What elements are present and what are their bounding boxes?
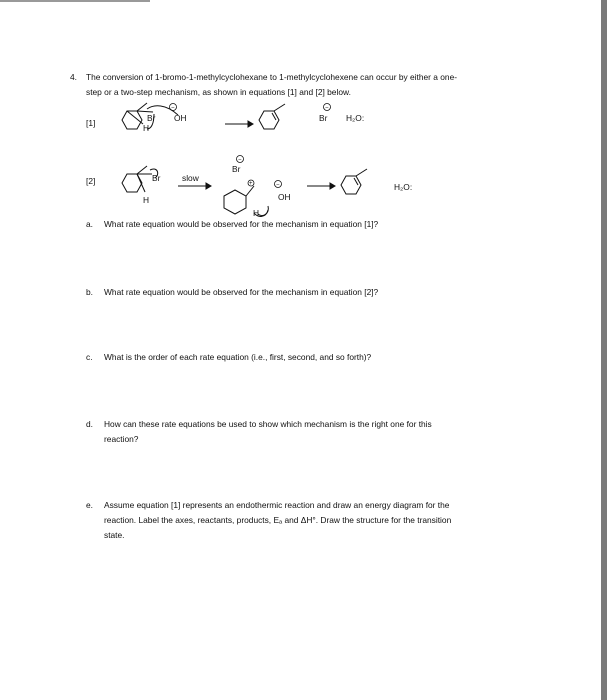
eq2-br-label: Br [152, 173, 161, 183]
question-intro-line2: step or a two-step mechanism, as shown in equations [1] and [2] below. [86, 87, 351, 97]
eq1-h-label: H [143, 123, 150, 133]
part-a-text: What rate equation would be observed for the mechanism in equation [1]? [104, 219, 379, 229]
question-intro-line1: The conversion of 1-bromo-1-methylcyclohexane to 1-methylcyclohexene can occur by either a one- [86, 72, 458, 82]
eq2-br-ion-label: Br [232, 164, 241, 174]
eq2-slow-label: slow [182, 173, 199, 183]
molecule-labels [143, 113, 412, 218]
part-c-letter: c. [86, 352, 93, 362]
part-b-text: What rate equation would be observed for the mechanism in equation [2]? [104, 287, 379, 297]
part-c-text: What is the order of each rate equation (i.e., first, second, and so forth)? [104, 352, 372, 362]
eq2-h-intermediate-label: H [253, 208, 260, 218]
svg-text:−: − [276, 182, 280, 189]
svg-text:−: − [238, 157, 242, 164]
equation-1-label: [1] [86, 118, 96, 128]
eq2-h-label: H [143, 195, 150, 205]
equation-2-label: [2] [86, 176, 96, 186]
eq1-oh-label: OH [174, 113, 187, 123]
eq2-reactant-ring [122, 174, 142, 192]
question-number: 4. [70, 72, 77, 82]
eq2-carbocation-ring [224, 190, 246, 214]
part-e-text-line1: Assume equation [1] represents an endothermic reaction and draw an energy diagram for the [104, 500, 450, 510]
eq1-br-label: Br [147, 113, 156, 123]
part-e-letter: e. [86, 500, 93, 510]
eq2-oh-label: OH [278, 192, 291, 202]
svg-text:−: − [171, 105, 175, 112]
part-d-text-line1: How can these rate equations be used to show which mechanism is the right one for this [104, 419, 432, 429]
part-e-text-line3: state. [104, 530, 125, 540]
eq1-water-label: H₂O: [346, 113, 365, 123]
svg-text:−: − [325, 105, 329, 112]
part-d-text-line2: reaction? [104, 434, 139, 444]
part-e-text-line2: reaction. Label the axes, reactants, products, Eₐ and ΔH°. Draw the structure for the transition [104, 515, 452, 525]
part-b-letter: b. [86, 287, 93, 297]
eq2-water-label: H₂O: [394, 182, 413, 192]
eq1-br-product-label: Br [319, 113, 328, 123]
eq1-reactant-ring [122, 111, 142, 129]
svg-text:+: + [249, 181, 253, 187]
part-a-letter: a. [86, 219, 93, 229]
part-d-letter: d. [86, 419, 93, 429]
